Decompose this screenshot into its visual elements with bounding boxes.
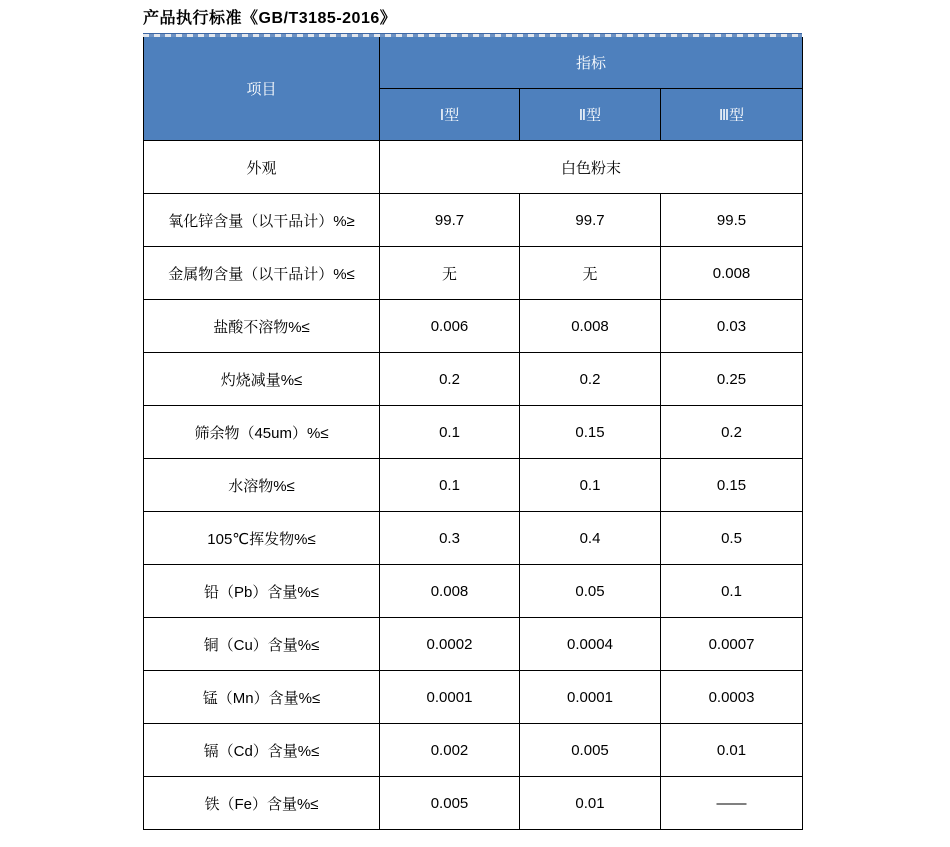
row-value-type-1: 99.7 xyxy=(380,194,520,247)
header-cell-indicator: 指标 xyxy=(380,37,803,89)
row-value-type-2: 0.4 xyxy=(520,512,661,565)
row-value-type-2: 0.005 xyxy=(520,724,661,777)
table-row xyxy=(144,724,803,777)
row-label: 外观 xyxy=(144,141,380,194)
row-value-type-3: 0.008 xyxy=(661,247,803,300)
row-value-type-3: 0.1 xyxy=(661,565,803,618)
row-value-type-1: 0.002 xyxy=(380,724,520,777)
table-row xyxy=(144,459,803,512)
row-label: 水溶物%≤ xyxy=(144,459,380,512)
row-label: 铅（Pb）含量%≤ xyxy=(144,565,380,618)
row-value-type-1: 0.008 xyxy=(380,565,520,618)
row-value-type-2: 0.05 xyxy=(520,565,661,618)
row-label: 105℃挥发物%≤ xyxy=(144,512,380,565)
page-title: 产品执行标准《GB/T3185-2016》 xyxy=(143,10,397,27)
row-value-type-3: 0.03 xyxy=(661,300,803,353)
row-value-type-3: 0.15 xyxy=(661,459,803,512)
row-value-type-2: 99.7 xyxy=(520,194,661,247)
table-row xyxy=(144,353,803,406)
row-label: 盐酸不溶物%≤ xyxy=(144,300,380,353)
appearance-value: 白色粉末 xyxy=(380,141,803,194)
header-cell-type-3: Ⅲ型 xyxy=(661,89,803,141)
row-value-type-3: 0.5 xyxy=(661,512,803,565)
row-value-type-1: 0.3 xyxy=(380,512,520,565)
table-header xyxy=(144,37,803,141)
row-value-type-2: 0.008 xyxy=(520,300,661,353)
row-label: 铁（Fe）含量%≤ xyxy=(144,777,380,830)
row-value-type-3: 0.0007 xyxy=(661,618,803,671)
header-cell-type-1: Ⅰ型 xyxy=(380,89,520,141)
row-value-type-2: 0.1 xyxy=(520,459,661,512)
row-value-type-1: 0.005 xyxy=(380,777,520,830)
row-label: 锰（Mn）含量%≤ xyxy=(144,671,380,724)
row-label: 氧化锌含量（以干品计）%≥ xyxy=(144,194,380,247)
row-value-type-2: 0.15 xyxy=(520,406,661,459)
table-body xyxy=(144,141,803,830)
row-value-type-2: 无 xyxy=(520,247,661,300)
table-row xyxy=(144,512,803,565)
row-value-type-1: 0.006 xyxy=(380,300,520,353)
header-cell-item: 项目 xyxy=(144,37,380,141)
row-value-type-2: 0.2 xyxy=(520,353,661,406)
table-row xyxy=(144,618,803,671)
row-value-type-3: 0.01 xyxy=(661,724,803,777)
row-label: 灼烧减量%≤ xyxy=(144,353,380,406)
table-row xyxy=(144,406,803,459)
row-value-type-1: 0.0001 xyxy=(380,671,520,724)
spec-table xyxy=(143,37,803,830)
row-label: 镉（Cd）含量%≤ xyxy=(144,724,380,777)
row-label: 筛余物（45um）%≤ xyxy=(144,406,380,459)
appearance-row xyxy=(144,141,803,194)
table-row xyxy=(144,671,803,724)
spec-table-container xyxy=(143,33,802,830)
row-value-type-3: —— xyxy=(661,777,803,830)
row-value-type-2: 0.0004 xyxy=(520,618,661,671)
header-row-1 xyxy=(144,37,803,89)
table-row xyxy=(144,247,803,300)
row-value-type-3: 0.0003 xyxy=(661,671,803,724)
row-label: 铜（Cu）含量%≤ xyxy=(144,618,380,671)
header-cell-type-2: Ⅱ型 xyxy=(520,89,661,141)
row-value-type-1: 无 xyxy=(380,247,520,300)
row-value-type-3: 99.5 xyxy=(661,194,803,247)
table-row xyxy=(144,565,803,618)
row-value-type-2: 0.01 xyxy=(520,777,661,830)
row-value-type-1: 0.1 xyxy=(380,406,520,459)
row-label: 金属物含量（以干品计）%≤ xyxy=(144,247,380,300)
row-value-type-2: 0.0001 xyxy=(520,671,661,724)
row-value-type-3: 0.2 xyxy=(661,406,803,459)
table-row xyxy=(144,777,803,830)
table-row xyxy=(144,300,803,353)
row-value-type-1: 0.2 xyxy=(380,353,520,406)
table-row xyxy=(144,194,803,247)
row-value-type-3: 0.25 xyxy=(661,353,803,406)
row-value-type-1: 0.0002 xyxy=(380,618,520,671)
row-value-type-1: 0.1 xyxy=(380,459,520,512)
